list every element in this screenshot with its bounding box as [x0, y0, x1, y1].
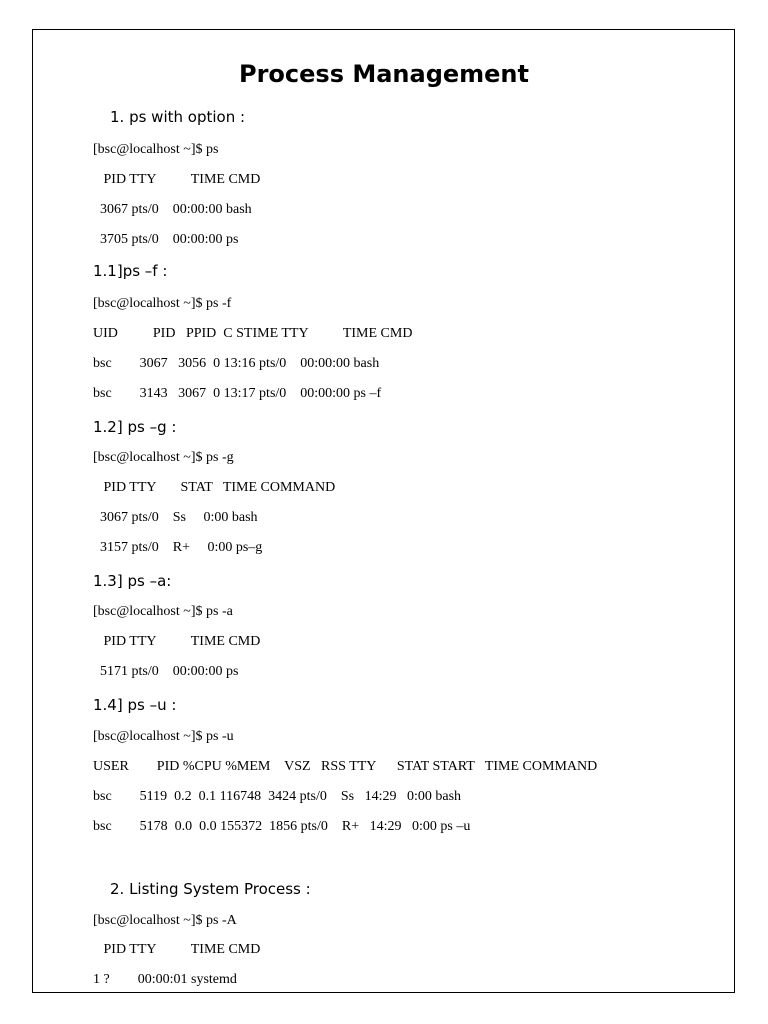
output-row: 3067 pts/0 00:00:00 bash — [93, 202, 252, 217]
command-line: [bsc@localhost ~]$ ps — [93, 142, 219, 157]
output-row: bsc 5119 0.2 0.1 116748 3424 pts/0 Ss 14:29 0:00 bash — [93, 789, 462, 804]
command-line: [bsc@localhost ~]$ ps -f — [93, 296, 232, 311]
output-row: bsc 3143 3067 0 13:17 pts/0 00:00:00 ps –f — [93, 386, 382, 401]
command-line: [bsc@localhost ~]$ ps -A — [93, 913, 237, 928]
section-heading-1: 1. ps with option : — [110, 108, 246, 126]
command-line: [bsc@localhost ~]$ ps -g — [93, 450, 234, 465]
output-header: USER PID %CPU %MEM VSZ RSS TTY STAT START TIME COMMAND — [93, 759, 598, 774]
output-row: 3705 pts/0 00:00:00 ps — [93, 232, 239, 247]
output-header: PID TTY TIME CMD — [93, 942, 261, 957]
output-row: 5171 pts/0 00:00:00 ps — [93, 664, 239, 679]
output-row: bsc 3067 3056 0 13:16 pts/0 00:00:00 bash — [93, 356, 380, 371]
output-row: 3157 pts/0 R+ 0:00 ps–g — [93, 540, 263, 555]
output-header: UID PID PPID C STIME TTY TIME CMD — [93, 326, 413, 341]
output-row: 1 ? 00:00:01 systemd — [93, 972, 237, 987]
section-heading-2: 2. Listing System Process : — [110, 880, 311, 898]
output-row: bsc 5178 0.0 0.0 155372 1856 pts/0 R+ 14:29 0:00 ps –u — [93, 819, 471, 834]
section-heading-1-1: 1.1]ps –f : — [93, 262, 168, 280]
command-line: [bsc@localhost ~]$ ps -u — [93, 729, 234, 744]
output-row: 3067 pts/0 Ss 0:00 bash — [93, 510, 258, 525]
output-header: PID TTY STAT TIME COMMAND — [93, 480, 336, 495]
section-heading-1-3: 1.3] ps –a: — [93, 572, 172, 590]
section-heading-1-2: 1.2] ps –g : — [93, 418, 177, 436]
page-title: Process Management — [238, 60, 529, 88]
output-header: PID TTY TIME CMD — [93, 634, 261, 649]
command-line: [bsc@localhost ~]$ ps -a — [93, 604, 233, 619]
output-header: PID TTY TIME CMD — [93, 172, 261, 187]
section-heading-1-4: 1.4] ps –u : — [93, 696, 177, 714]
